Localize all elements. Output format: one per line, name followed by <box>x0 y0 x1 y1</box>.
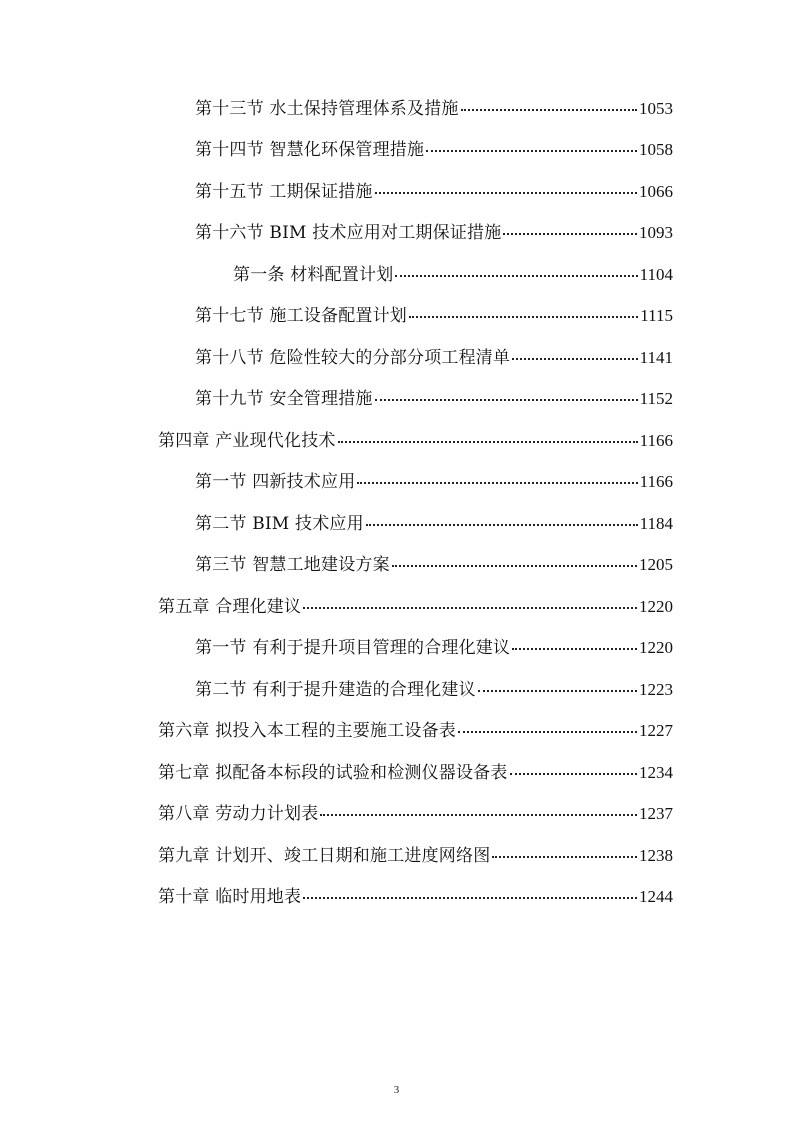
toc-entry[interactable] <box>195 679 673 701</box>
toc-entry-title: 第六章 拟投入本工程的主要施工设备表 <box>158 721 457 741</box>
toc-entry-title: 第十章 临时用地表 <box>158 887 302 907</box>
toc-entry[interactable] <box>158 845 673 867</box>
toc-entry-title: 第二节 BIM 技术应用 <box>195 514 364 534</box>
page-number: 3 <box>393 1084 400 1096</box>
toc-entry-page: 1237 <box>639 804 673 823</box>
toc-dot-leader <box>395 275 637 277</box>
toc-entry[interactable] <box>195 637 673 659</box>
toc-dot-leader <box>303 897 637 899</box>
toc-entry[interactable] <box>158 886 673 908</box>
toc-dot-leader <box>409 316 638 318</box>
toc-entry-title: 第三节 智慧工地建设方案 <box>195 555 390 575</box>
toc-dot-leader <box>478 690 637 692</box>
toc-dot-leader <box>375 192 637 194</box>
toc-entry-title: 第一节 有利于提升项目管理的合理化建议 <box>195 638 511 658</box>
toc-entry-title: 第十五节 工期保证措施 <box>195 182 373 202</box>
toc-entry[interactable] <box>195 347 673 369</box>
toc-entry-page: 1220 <box>639 638 673 657</box>
toc-dot-leader <box>461 109 637 111</box>
toc-entry[interactable] <box>195 513 673 535</box>
toc-entry-page: 1093 <box>639 223 673 242</box>
toc-entry[interactable] <box>195 471 673 493</box>
toc-dot-leader <box>303 607 637 609</box>
toc-entry-page: 1205 <box>639 555 673 574</box>
toc-dot-leader <box>357 482 637 484</box>
toc-entry[interactable] <box>195 554 673 576</box>
toc-dot-leader <box>458 731 637 733</box>
toc-entry-page: 1066 <box>639 182 673 201</box>
toc-entry-page: 1220 <box>639 597 673 616</box>
toc-entry[interactable] <box>195 139 673 161</box>
toc-entry-title: 第四章 产业现代化技术 <box>158 431 336 451</box>
toc-entry-page: 1058 <box>639 140 673 159</box>
toc-entry-title: 第十四节 智慧化环保管理措施 <box>195 140 425 160</box>
toc-entry[interactable] <box>158 803 673 825</box>
toc-entry-title: 第九章 计划开、竣工日期和施工进度网络图 <box>158 846 491 866</box>
toc-dot-leader <box>492 856 637 858</box>
toc-entry[interactable] <box>158 720 673 742</box>
toc-entry-page: 1115 <box>640 306 673 325</box>
toc-entry-page: 1223 <box>639 680 673 699</box>
toc-entry-title: 第二节 有利于提升建造的合理化建议 <box>195 680 476 700</box>
toc-dot-leader <box>392 565 637 567</box>
toc-entry-title: 第十三节 水土保持管理体系及措施 <box>195 99 459 119</box>
toc-entry-title: 第七章 拟配备本标段的试验和检测仪器设备表 <box>158 763 508 783</box>
toc-entry-page: 1152 <box>639 389 673 408</box>
toc-entry-page: 1141 <box>639 348 673 367</box>
toc-dot-leader <box>510 773 637 775</box>
toc-entry[interactable] <box>158 596 673 618</box>
toc-dot-leader <box>320 814 637 816</box>
toc-entry-page: 1104 <box>639 265 673 284</box>
toc-entry[interactable] <box>158 762 673 784</box>
toc-entry-title: 第十八节 危险性较大的分部分项工程清单 <box>195 348 511 368</box>
toc-entry-page: 1166 <box>639 472 673 491</box>
toc-entry-title: 第五章 合理化建议 <box>158 597 302 617</box>
toc-entry-page: 1238 <box>639 846 673 865</box>
toc-entry[interactable] <box>158 430 673 452</box>
toc-entry-title: 第一条 材料配置计划 <box>233 265 394 285</box>
toc-entry[interactable] <box>195 181 673 203</box>
toc-entry-title: 第十七节 施工设备配置计划 <box>195 306 408 326</box>
toc-entry[interactable] <box>195 388 673 410</box>
toc-dot-leader <box>503 233 637 235</box>
toc-entry-page: 1227 <box>639 721 673 740</box>
toc-dot-leader <box>375 399 638 401</box>
toc-entry-page: 1234 <box>639 763 673 782</box>
toc-entry[interactable] <box>195 222 673 244</box>
toc-dot-leader <box>366 524 638 526</box>
toc-dot-leader <box>512 648 637 650</box>
toc-entry-page: 1184 <box>639 514 673 533</box>
toc-entry[interactable] <box>195 305 673 327</box>
toc-dot-leader <box>338 441 638 443</box>
toc-entry-title: 第十九节 安全管理措施 <box>195 389 373 409</box>
toc-entry[interactable] <box>195 98 673 120</box>
toc-entry-page: 1166 <box>639 431 673 450</box>
toc-entry-page: 1244 <box>639 887 673 906</box>
toc-entry-title: 第八章 劳动力计划表 <box>158 804 319 824</box>
toc-entry-title: 第一节 四新技术应用 <box>195 472 356 492</box>
toc-dot-leader <box>512 358 637 360</box>
toc-entry-page: 1053 <box>639 99 673 118</box>
toc-entry-title: 第十六节 BIM 技术应用对工期保证措施 <box>195 223 502 243</box>
toc-dot-leader <box>426 150 637 152</box>
toc-entry[interactable] <box>233 264 673 286</box>
